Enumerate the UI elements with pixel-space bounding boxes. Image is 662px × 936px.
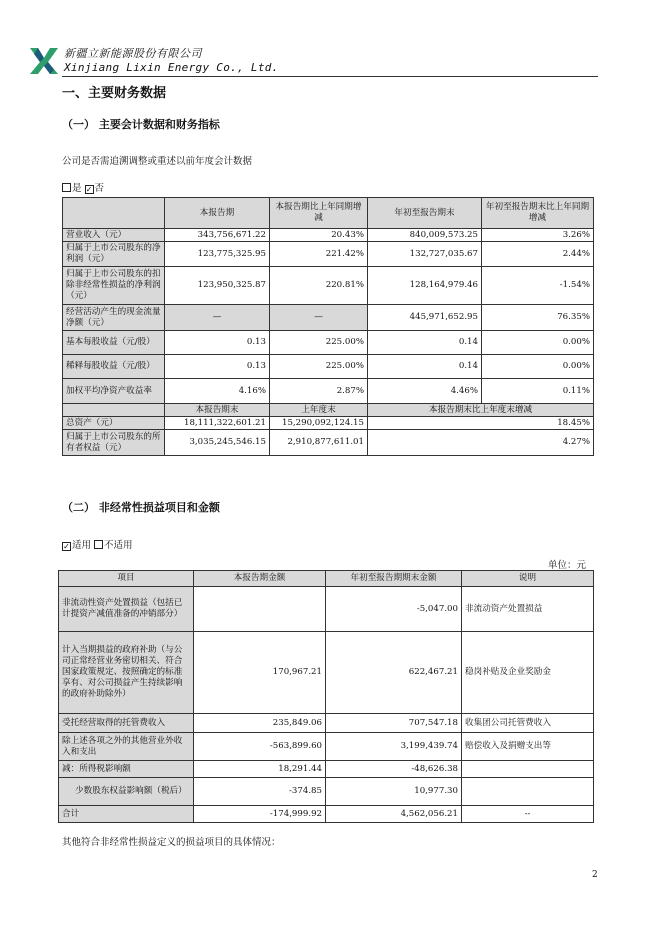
cell-value: —: [270, 305, 368, 331]
table-row: [63, 242, 594, 267]
item-label: 少数股东权益影响额（税后）: [59, 778, 194, 806]
cell-value: 220.81%: [270, 267, 368, 305]
item-label: 减：所得税影响额: [59, 761, 194, 778]
table1-corner: [63, 404, 165, 417]
unit-label: 单位：元: [548, 560, 587, 571]
cell-value: 2.87%: [270, 379, 368, 404]
cell-value: 235,849.06: [194, 714, 326, 733]
row-label: 归属于上市公司股东的扣除非经常性损益的净利润（元）: [63, 267, 165, 305]
company-name-en: Xinjiang Lixin Energy Co., Ltd.: [64, 61, 279, 74]
non-recurring-items-table: [58, 570, 594, 823]
item-label: 计入当期损益的政府补助（与公司正常经营业务密切相关、符合国家政策规定、按照确定的标准享有、对公司损益产生持续影响的政府补助除外）: [59, 632, 194, 714]
cell-value: [194, 587, 326, 632]
item-label: 合计: [59, 806, 194, 823]
row-label: 营业收入（元）: [63, 229, 165, 242]
item-label: 除上述各项之外的其他营业外收入和支出: [59, 733, 194, 761]
cell-value: 4.46%: [368, 379, 482, 404]
row-label: 归属于上市公司股东的净利润（元）: [63, 242, 165, 267]
cell-value: 707,547.18: [326, 714, 462, 733]
option-yes-label: 是: [72, 183, 82, 194]
table-row: [59, 806, 594, 823]
cell-value: 3,035,245,546.15: [165, 430, 270, 456]
cell-value: 170,967.21: [194, 632, 326, 714]
cell-value: 0.13: [165, 355, 270, 379]
checkbox-unchecked-icon[interactable]: [62, 183, 71, 192]
table-row: [63, 267, 594, 305]
cell-value: 4.16%: [165, 379, 270, 404]
cell-value: 18,291.44: [194, 761, 326, 778]
row-label: 基本每股收益（元/股）: [63, 331, 165, 355]
cell-value: -174,999.92: [194, 806, 326, 823]
cell-note: [462, 761, 594, 778]
cell-note: 非流动资产处置损益: [462, 587, 594, 632]
cell-note: 稳岗补贴及企业奖励金: [462, 632, 594, 714]
cell-note: [462, 778, 594, 806]
table1-header: 上年度末: [270, 404, 368, 417]
table-row: [59, 714, 594, 733]
cell-value: 128,164,979.46: [368, 267, 482, 305]
cell-value: 3.26%: [482, 229, 594, 242]
applicability-options: [62, 537, 133, 551]
table-row: [63, 355, 594, 379]
key-financial-table: [62, 197, 594, 456]
cell-value: -563,899.60: [194, 733, 326, 761]
cell-value: 4,562,056.21: [326, 806, 462, 823]
cell-value: -1.54%: [482, 267, 594, 305]
table-row: [59, 632, 594, 714]
option-na-label: 不适用: [104, 540, 133, 551]
restatement-options: [62, 180, 104, 194]
table1-corner: [63, 198, 165, 229]
cell-value: -5,047.00: [326, 587, 462, 632]
cell-value: 225.00%: [270, 331, 368, 355]
cell-value: 10,977.30: [326, 778, 462, 806]
cell-value: -48,626.38: [326, 761, 462, 778]
table2-header: 本报告期金额: [194, 571, 326, 587]
table1-header: 本报告期末: [165, 404, 270, 417]
subsection-title-1: （一） 主要会计数据和财务指标: [62, 118, 220, 131]
cell-value: 18.45%: [368, 417, 594, 430]
cell-value: 0.13: [165, 331, 270, 355]
table-row: [63, 417, 594, 430]
table1-header: 年初至报告期末比上年同期增减: [482, 198, 594, 229]
table-row: [63, 331, 594, 355]
header-divider: [62, 76, 598, 77]
table-row: [63, 379, 594, 404]
cell-value: —: [165, 305, 270, 331]
restatement-question: 公司是否需追溯调整或重述以前年度会计数据: [62, 156, 253, 167]
table-row: [59, 587, 594, 632]
option-no-label: 否: [94, 183, 105, 194]
cell-value: 343,756,671.22: [165, 229, 270, 242]
table-row: [59, 733, 594, 761]
cell-value: 622,467.21: [326, 632, 462, 714]
table2-header: 项目: [59, 571, 194, 587]
table-row: [59, 778, 594, 806]
row-label: 加权平均净资产收益率: [63, 379, 165, 404]
table-subheader-row: [63, 404, 594, 417]
cell-value: 132,727,035.67: [368, 242, 482, 267]
cell-value: 20.43%: [270, 229, 368, 242]
table-row: [59, 761, 594, 778]
option-apply-label: 适用: [72, 540, 92, 551]
row-label: 稀释每股收益（元/股）: [63, 355, 165, 379]
cell-value: 840,009,573.25: [368, 229, 482, 242]
table1-header: 本报告期比上年同期增减: [270, 198, 368, 229]
cell-value: 123,775,325.95: [165, 242, 270, 267]
cell-value: 0.00%: [482, 355, 594, 379]
cell-value: 76.35%: [482, 305, 594, 331]
subsection-title-2: （二） 非经常性损益项目和金额: [62, 501, 220, 514]
table2-header: 年初至报告期期末金额: [326, 571, 462, 587]
cell-value: 225.00%: [270, 355, 368, 379]
checkbox-checked-icon[interactable]: ✓: [63, 542, 70, 551]
cell-note: 赔偿收入及捐赠支出等: [462, 733, 594, 761]
cell-note: 收集团公司托管费收入: [462, 714, 594, 733]
cell-value: 0.14: [368, 331, 482, 355]
footer-note: 其他符合非经常性损益定义的损益项目的具体情况：: [62, 837, 281, 848]
table1-header: 本报告期: [165, 198, 270, 229]
cell-value: 18,111,322,601.21: [165, 417, 270, 430]
cell-value: -374.85: [194, 778, 326, 806]
cell-value: 123,950,325.87: [165, 267, 270, 305]
table-row: [63, 305, 594, 331]
cell-value: 3,199,439.74: [326, 733, 462, 761]
cell-value: 2,910,877,611.01: [270, 430, 368, 456]
cell-value: 15,290,092,124.15: [270, 417, 368, 430]
table1-header: 年初至报告期末: [368, 198, 482, 229]
page-number: 2: [592, 870, 598, 880]
cell-value: 445,971,652.95: [368, 305, 482, 331]
item-label: 受托经营取得的托管费收入: [59, 714, 194, 733]
item-label: 非流动性资产处置损益（包括已计提资产减值准备的冲销部分）: [59, 587, 194, 632]
cell-value: 2.44%: [482, 242, 594, 267]
checkbox-unchecked-icon[interactable]: [94, 540, 103, 549]
table-row: [63, 430, 594, 456]
cell-value: 221.42%: [270, 242, 368, 267]
table-row: [63, 229, 594, 242]
row-label: 归属于上市公司股东的所有者权益（元）: [63, 430, 165, 456]
section-title: 一、主要财务数据: [62, 86, 167, 101]
row-label: 总资产（元）: [63, 417, 165, 430]
row-label: 经营活动产生的现金流量净额（元）: [63, 305, 165, 331]
cell-value: 0.14: [368, 355, 482, 379]
cell-note: --: [462, 806, 594, 823]
cell-value: 0.00%: [482, 331, 594, 355]
table2-header: 说明: [462, 571, 594, 587]
company-logo-icon: [28, 44, 60, 76]
checkbox-checked-icon[interactable]: ✓: [85, 185, 93, 194]
cell-value: 0.11%: [482, 379, 594, 404]
table1-header: 本报告期末比上年度末增减: [368, 404, 594, 417]
company-name-cn: 新疆立新能源股份有限公司: [64, 47, 202, 60]
cell-value: 4.27%: [368, 430, 594, 456]
